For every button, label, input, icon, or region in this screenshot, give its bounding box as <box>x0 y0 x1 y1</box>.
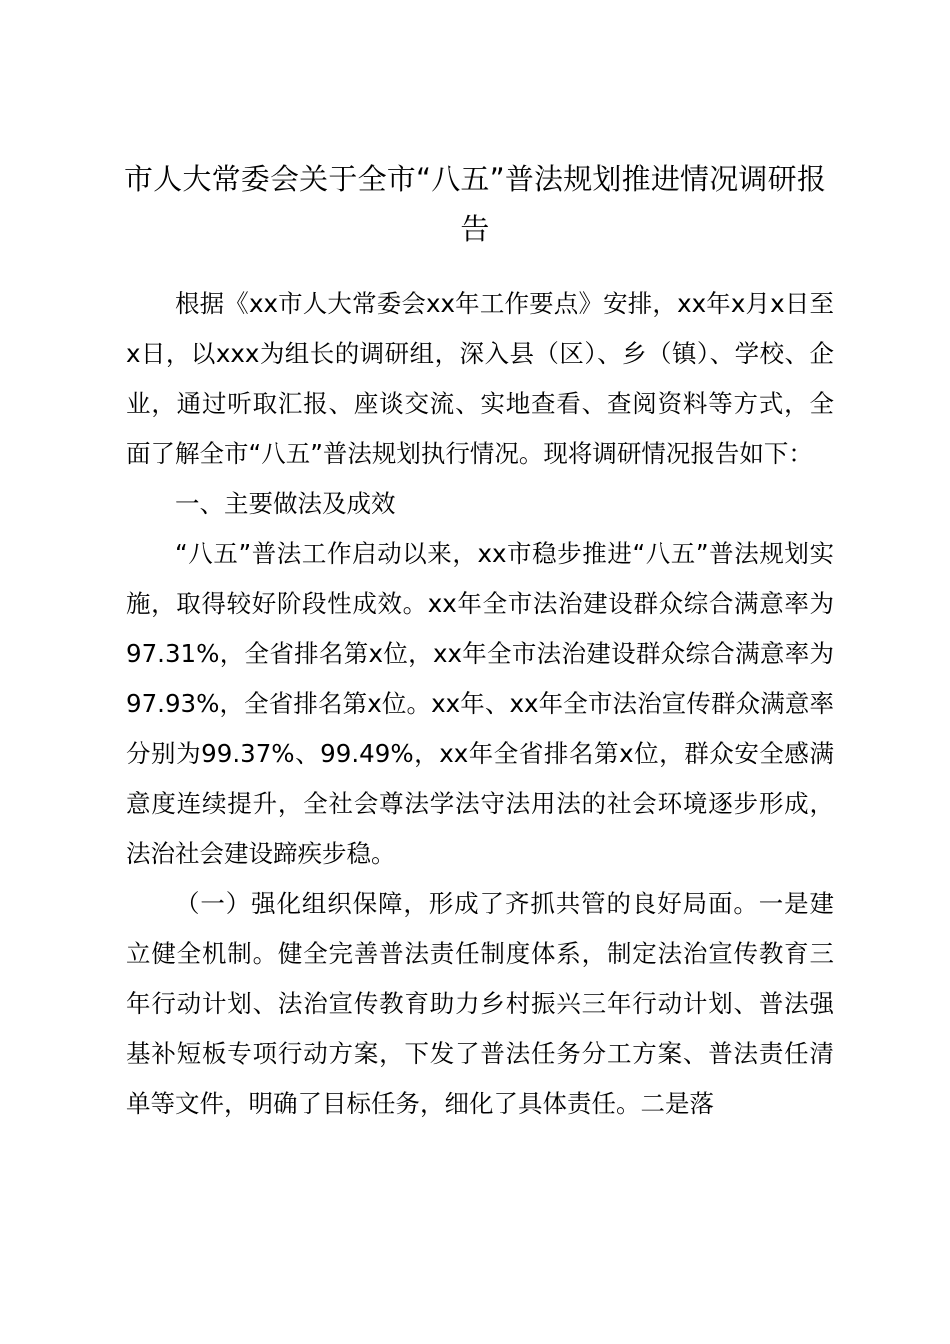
paragraph-subsection-1: （一）强化组织保障，形成了齐抓共管的良好局面。一是建立健全机制。健全完善普法责任制度体系，制定法治宣传教育三年行动计划、法治宣传教育助力乡村振兴三年行动计划、普法强基补短板专项行动方案，下发了普法任务分工方案、普法责任清单等文件，明确了目标任务，细化了具体责任。二是落 <box>126 889 834 1118</box>
paragraph-overview: “八五”普法工作启动以来，xx市稳步推进“八五”普法规划实施，取得较好阶段性成效。xx年全市法治建设群众综合满意率为97.31%，全省排名第x位，xx年全市法治建设群众综合满意率为97.93%，全省排名第x位。xx年、xx年全市法治宣传群众满意率分别为99.37%、99.49%，xx年全省排名第x位，群众安全感满意度连续提升，全社会尊法学法守法用法的社会环境逐步形成，法治社会建设蹄疾步稳。 <box>126 539 834 868</box>
paragraph-intro: 根据《xx市人大常委会xx年工作要点》安排，xx年x月x日至x日，以xxx为组长的调研组，深入县（区）、乡（镇）、学校、企业，通过听取汇报、座谈交流、实地查看、查阅资料等方式，全面了解全市“八五”普法规划执行情况。现将调研情况报告如下： <box>126 289 834 468</box>
section-heading: 一、主要做法及成效 <box>175 489 396 518</box>
document-title: 市人大常委会关于全市“八五”普法规划推进情况调研报告 <box>123 162 827 246</box>
document-body <box>126 279 834 1129</box>
